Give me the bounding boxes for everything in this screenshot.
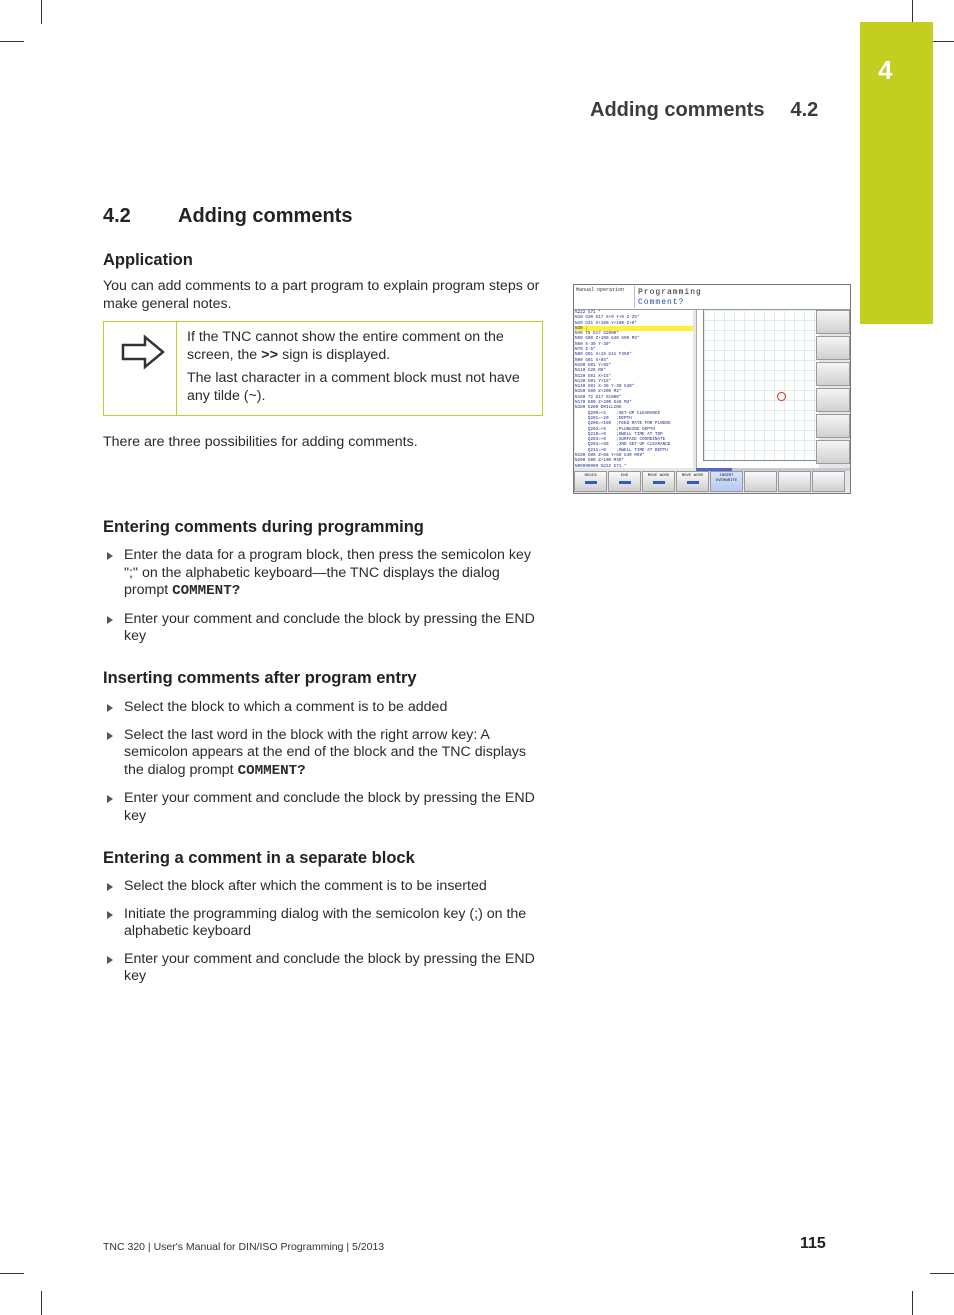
list-item-text: Select the last word in the block with the right arrow key: A semicolon appears at the end of the block and the TNC displays the dialog prompt <box>124 726 526 778</box>
list-item-text: Enter the data for a program block, then press the semicolon key ";" on the alphabetic keyboard—the TNC displays the dialog prompt <box>124 547 531 598</box>
note-text-part: sign is displayed. <box>278 346 391 363</box>
crop-mark <box>930 41 954 42</box>
crop-mark <box>0 41 24 42</box>
bullet-triangle-icon <box>107 883 113 891</box>
running-head-section: 4.2 <box>790 99 819 121</box>
note-text <box>187 329 537 405</box>
chapter-number: 4 <box>878 55 893 85</box>
softkey-label: MOVE WORD <box>647 474 670 478</box>
crop-mark <box>41 1291 42 1315</box>
program-line[interactable]: N30 ; <box>575 326 693 331</box>
header-divider <box>634 286 635 308</box>
program-line[interactable]: Q211=+0 ;DWELL TIME AT DEPTH <box>575 447 668 453</box>
side-softkey[interactable] <box>816 362 850 386</box>
note-text-part: If the TNC cannot show the entire comment on the screen, the <box>187 329 504 363</box>
bullet-triangle-icon <box>107 911 113 919</box>
mode-label: Manual operation <box>576 287 625 293</box>
bullet-triangle-icon <box>107 616 113 624</box>
list-item <box>103 790 543 825</box>
program-line[interactable]: Q210=+0 ;DWELL TIME AT TOP <box>575 431 663 437</box>
softkey-row <box>574 471 850 493</box>
section-number: 4.2 <box>103 205 131 227</box>
list-item <box>103 611 543 646</box>
program-line[interactable]: N20 G31 X+100 Y+100 Z+0* <box>575 320 637 326</box>
list-item <box>103 951 543 986</box>
tool-position-icon <box>777 392 786 401</box>
softkey-button[interactable] <box>778 471 811 492</box>
side-softkey[interactable] <box>816 388 850 412</box>
program-line[interactable]: N190 G00 Z+60 Y+50 G40 M99* <box>575 453 645 459</box>
list-item-text: Enter your comment and conclude the block by pressing the END key <box>124 790 535 824</box>
dialog-prompt-code: COMMENT? <box>237 762 306 779</box>
note-box <box>103 321 543 416</box>
program-line[interactable]: N140 G01 X-30 Y-30 G40* <box>575 384 635 390</box>
after-entry-list <box>103 699 543 835</box>
list-item <box>103 878 543 896</box>
arrow-icon <box>619 481 631 484</box>
after-entry-heading: Inserting comments after program entry <box>103 669 417 687</box>
program-line[interactable]: N10 G30 G17 X+0 Y+0 Z-25* <box>575 315 640 321</box>
program-listing <box>575 310 693 468</box>
arrow-icon <box>653 481 665 484</box>
program-line[interactable]: %222 G71 * <box>575 310 601 315</box>
program-line[interactable]: N160 T2 G17 S1900* <box>575 394 622 400</box>
softkey-button[interactable] <box>676 471 709 492</box>
application-heading: Application <box>103 251 193 269</box>
crop-mark <box>912 0 913 24</box>
vertical-softkeys <box>816 310 850 470</box>
bullet-triangle-icon <box>107 956 113 964</box>
list-item <box>103 727 543 781</box>
list-item-text: Enter your comment and conclude the block by pressing the END key <box>124 950 535 984</box>
side-softkey[interactable] <box>816 336 850 360</box>
page-number: 115 <box>800 1235 826 1252</box>
note-paragraph <box>187 329 537 365</box>
side-softkey[interactable] <box>816 440 850 464</box>
during-programming-list <box>103 547 543 656</box>
during-programming-heading: Entering comments during programming <box>103 518 424 536</box>
softkey-label: BEGIN <box>584 474 597 478</box>
program-line[interactable]: Q201=-20 ;DEPTH <box>575 415 632 421</box>
list-item-text: Initiate the programming dialog with the semicolon key (;) on the alphabetic keyboard <box>124 905 527 939</box>
program-line[interactable]: N80 G01 X+15 G41 F350* <box>575 352 632 358</box>
list-item <box>103 547 543 601</box>
bullet-triangle-icon <box>107 732 113 740</box>
note-divider <box>176 322 177 415</box>
section-title <box>103 205 352 228</box>
application-intro: You can add comments to a part program to explain program steps or make general notes. <box>103 278 540 312</box>
chapter-tab <box>860 22 933 324</box>
running-head <box>590 99 818 122</box>
tnc-screenshot <box>573 284 851 494</box>
program-line[interactable]: N50 G00 Z+100 G40 G90 M3* <box>575 336 640 342</box>
separate-block-list <box>103 878 543 996</box>
program-line[interactable]: N170 G00 Z+200 G40 M3* <box>575 400 632 406</box>
program-line[interactable]: Q202=+5 ;PLUNGING DEPTH <box>575 426 655 432</box>
softkey-label: MOVE WORD <box>681 474 704 478</box>
graphics-window <box>696 310 819 468</box>
softkey-button[interactable] <box>608 471 641 492</box>
program-line[interactable]: Q204=+50 ;2ND SET-UP CLEARANCE <box>575 442 671 448</box>
crop-mark <box>0 1273 24 1274</box>
softkey-button[interactable] <box>574 471 607 492</box>
section-title-text: Adding comments <box>178 205 353 227</box>
list-item <box>103 699 543 717</box>
program-line[interactable]: Q200=+2 ;SET-UP CLEARANCE <box>575 410 661 416</box>
softkey-button[interactable] <box>710 471 743 492</box>
softkey-label: END <box>620 474 629 478</box>
separate-block-heading: Entering a comment in a separate block <box>103 849 415 867</box>
footer-text: TNC 320 | User's Manual for DIN/ISO Programming | 5/2013 <box>103 1241 385 1253</box>
softkey-label: INSERT OVERWRITE <box>715 474 738 483</box>
program-line[interactable]: N110 G26 R5* <box>575 368 606 374</box>
dialog-prompt: Comment? <box>638 298 685 307</box>
program-line[interactable]: N130 G01 Y+15* <box>575 378 612 384</box>
program-line[interactable]: N150 G00 Z+200 M2* <box>575 389 622 395</box>
list-item <box>103 906 543 941</box>
program-line[interactable]: N180 G200 DRILLING <box>575 405 622 411</box>
list-item-text: Select the block to which a comment is to be added <box>124 699 448 715</box>
arrow-icon <box>585 481 597 484</box>
softkey-button[interactable] <box>744 471 777 492</box>
program-line[interactable]: N90 G01 X+85* <box>575 357 609 363</box>
screen-header <box>574 285 850 310</box>
dialog-prompt-code: COMMENT? <box>172 583 241 599</box>
program-line[interactable]: N200 G00 Z+100 M30* <box>575 458 624 464</box>
program-line[interactable]: N70 Z-5* <box>575 347 596 353</box>
bullet-triangle-icon <box>107 552 113 560</box>
side-softkey[interactable] <box>816 310 850 334</box>
note-code: >> <box>261 347 279 364</box>
program-line[interactable]: N100 G01 Y+85* <box>575 362 612 368</box>
arrow-icon <box>687 481 699 484</box>
possibilities-text: There are three possibilities for adding comments. <box>103 434 418 450</box>
crop-mark <box>41 0 42 24</box>
screen-title: Programming <box>638 288 702 297</box>
arrow-right-icon <box>120 334 166 370</box>
note-paragraph: The last character in a comment block must not have any tilde (~). <box>187 370 520 404</box>
program-line[interactable]: Q206=+150 ;FEED RATE FOR PLNGNG <box>575 421 671 427</box>
program-line[interactable]: N60 X-30 Y-30* <box>575 341 612 347</box>
softkey-button[interactable] <box>812 471 845 492</box>
softkey-button[interactable] <box>642 471 675 492</box>
bullet-triangle-icon <box>107 704 113 712</box>
crop-mark <box>930 1273 954 1274</box>
side-softkey[interactable] <box>816 414 850 438</box>
program-line[interactable]: N40 T5 G17 S2000* <box>575 331 619 337</box>
list-item-text: Select the block after which the comment is to be inserted <box>124 878 487 894</box>
program-line[interactable]: Q203=+0 ;SURFACE COORDINATE <box>575 437 666 443</box>
program-line[interactable]: N120 G01 X+15* <box>575 373 612 379</box>
running-head-title: Adding comments <box>590 99 765 121</box>
program-line[interactable]: N99999999 %222 G71 * <box>575 463 627 469</box>
crop-mark <box>912 1291 913 1315</box>
list-item-text: Enter your comment and conclude the block by pressing the END key <box>124 610 535 644</box>
bullet-triangle-icon <box>107 795 113 803</box>
graphics-grid <box>703 310 818 461</box>
